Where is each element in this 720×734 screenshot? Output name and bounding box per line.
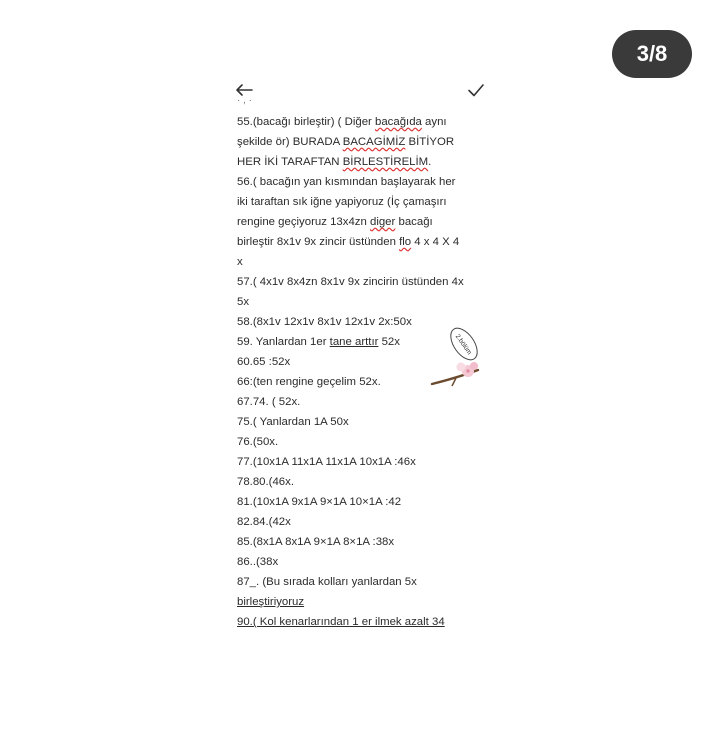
doc-line: 85.(8x1A 8x1A 9×1A 8×1A :38x [237,536,395,548]
doc-line: 55.(bacağı birleştir) ( Diğer bacağıda aynı [237,116,447,128]
doc-line: x [237,256,243,268]
doc-line: 67.74. ( 52x. [237,396,301,408]
doc-line: iki taraftan sık iğne yapiyoruz (İç çamaşırı [237,196,447,208]
doc-line: 59. Yanlardan 1er tane arttır 52x [237,336,400,348]
doc-line: HER İKİ TARAFTAN BİRLESTİRELİM. [237,156,432,168]
sticker-label: 2.bölüm [453,333,473,357]
doc-line: 86..(38x [237,556,279,568]
doc-line: rengine geçiyoruz 13x4zn diger bacağı [237,216,433,228]
doc-line: birleştiriyoruz [237,596,305,608]
doc-line: 78.80.(46x. [237,476,294,488]
doc-line: 56.( bacağın yan kısmından başlayarak her [237,176,456,188]
doc-line: 77.(10x1A 11x1A 11x1A 10x1A :46x [237,456,416,468]
doc-line: 58.(8x1v 12x1v 8x1v 12x1v 2x:50x [237,316,412,328]
doc-line: birleştir 8x1v 9x zincir üstünden flo 4 x 4 X 4 [237,236,460,248]
doc-line: 82.84.(42x [237,516,291,528]
doc-line: 60.65 :52x [237,356,291,368]
doc-line: 75.( Yanlardan 1A 50x [237,416,349,428]
doc-line: 81.(10x1A 9x1A 9×1A 10×1A :42 [237,496,402,508]
branch-blossom-sticker-icon [428,324,494,394]
cut-off-line: · , · [237,95,252,106]
doc-line: 76.(50x. [237,436,279,448]
doc-line: 5x [237,296,250,308]
doc-line: 57.( 4x1v 8x4zn 8x1v 9x zincirin üstünden 4x [237,276,464,288]
doc-line: 90.( Kol kenarlarından 1 er ilmek azalt 34 [237,616,445,628]
doc-line: 87_. (Bu sırada kolları yanlardan 5x [237,576,417,588]
page-counter-badge: 3/8 [612,30,692,78]
doc-line: 66:(ten rengine geçelim 52x. [237,376,381,388]
doc-line: şekilde ör) BURADA BACAGİMİZ BİTİYOR [237,136,455,148]
